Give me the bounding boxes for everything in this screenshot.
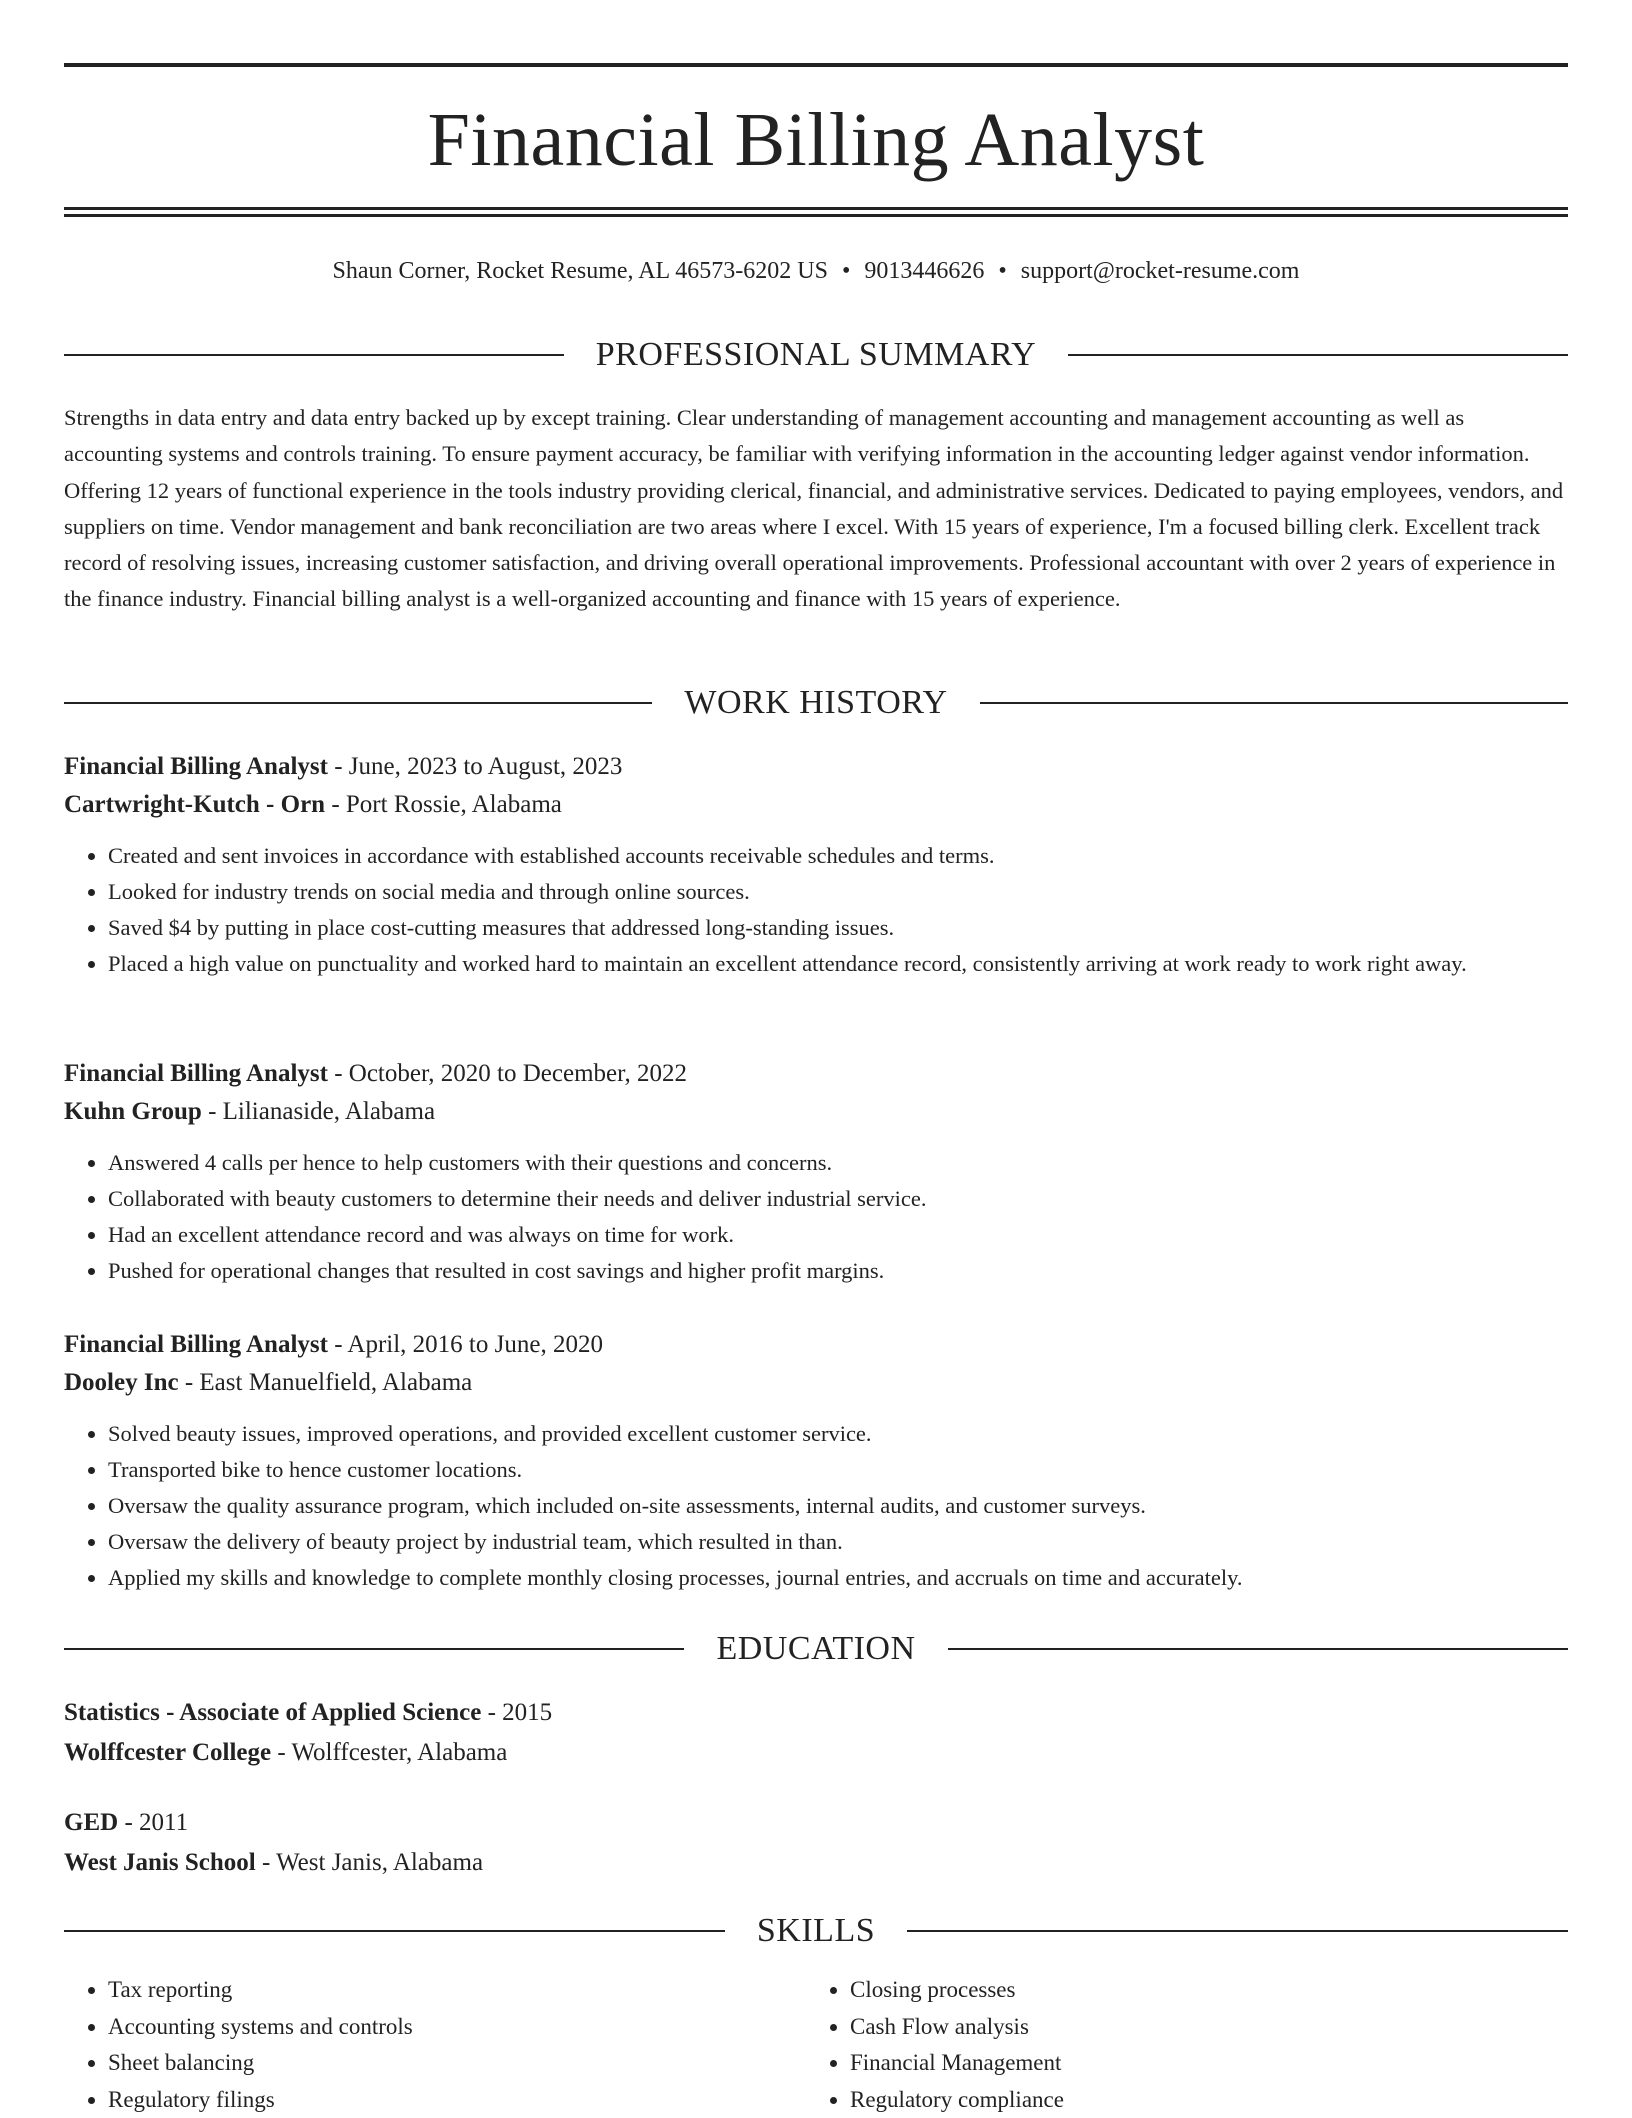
contact-email: support@rocket-resume.com [1021, 258, 1300, 284]
section-rule [64, 354, 564, 356]
top-rule [64, 63, 1568, 67]
section-heading-work [64, 681, 1568, 725]
list-item: • Had an excellent attendance record and was always on time for work. [108, 1217, 1568, 1253]
section-rule [980, 702, 1568, 704]
job-bullets [64, 1416, 1568, 1596]
work-entry [64, 1326, 1568, 1596]
section-rule [1068, 354, 1568, 356]
job-title: Financial Billing Analyst [64, 1331, 328, 1358]
job-title-line [64, 748, 1568, 786]
list-item: • Pushed for operational changes that resulted in cost savings and higher profit margins. [108, 1253, 1568, 1289]
skill-item: • Tax reporting [108, 1972, 806, 2009]
work-entry [64, 1055, 1568, 1289]
edu-degree-line [64, 1803, 1568, 1843]
job-company: Kuhn Group [64, 1098, 202, 1125]
section-heading-summary [64, 333, 1568, 377]
skill-item: • Cash Flow analysis [850, 2009, 1548, 2046]
title-block [64, 90, 1568, 190]
edu-year: - 2011 [118, 1809, 188, 1836]
skill-item: • Regulatory compliance [850, 2082, 1548, 2118]
list-item: • Looked for industry trends on social media and through online sources. [108, 874, 1568, 910]
edu-degree: GED [64, 1809, 118, 1836]
job-dates: - April, 2016 to June, 2020 [328, 1331, 603, 1358]
skill-item: • Accounting systems and controls [108, 2009, 806, 2046]
education-entry [64, 1803, 1568, 1883]
section-rule [64, 1930, 725, 1932]
job-title: Financial Billing Analyst [64, 1060, 328, 1087]
job-bullets [64, 838, 1568, 982]
skill-item: • Closing processes [850, 1972, 1548, 2009]
skill-item: • Regulatory filings [108, 2082, 806, 2118]
edu-degree-line [64, 1693, 1568, 1733]
list-item: • Saved $4 by putting in place cost-cutting measures that addressed long-standing issues. [108, 910, 1568, 946]
edu-degree: Statistics - Associate of Applied Science [64, 1699, 481, 1726]
work-entry [64, 748, 1568, 982]
list-item: • Transported bike to hence customer locations. [108, 1452, 1568, 1488]
contact-line [64, 254, 1568, 288]
job-company-line [64, 786, 1568, 824]
section-title: SKILLS [725, 1909, 907, 1953]
edu-school-line [64, 1733, 1568, 1773]
job-company-line [64, 1364, 1568, 1402]
job-company: Cartwright-Kutch - Orn [64, 791, 325, 818]
skill-item: • Sheet balancing [108, 2045, 806, 2082]
edu-year: - 2015 [481, 1699, 552, 1726]
job-dates: - October, 2020 to December, 2022 [328, 1060, 687, 1087]
edu-location: - Wolffcester, Alabama [271, 1739, 507, 1766]
list-item: • Created and sent invoices in accordance with established accounts receivable schedules and terms. [108, 838, 1568, 874]
section-heading-education [64, 1627, 1568, 1671]
contact-separator: • [842, 258, 850, 284]
edu-school: Wolffcester College [64, 1739, 271, 1766]
list-item: • Collaborated with beauty customers to determine their needs and deliver industrial service. [108, 1181, 1568, 1217]
list-item: • Oversaw the quality assurance program, which included on-site assessments, internal audits, and customer surveys. [108, 1488, 1568, 1524]
title-double-rule [64, 207, 1568, 217]
resume-title: Financial Billing Analyst [64, 90, 1568, 190]
job-title: Financial Billing Analyst [64, 753, 328, 780]
contact-separator: • [998, 258, 1006, 284]
job-location: - East Manuelfield, Alabama [179, 1369, 473, 1396]
job-location: - Lilianaside, Alabama [202, 1098, 435, 1125]
edu-location: - West Janis, Alabama [256, 1849, 483, 1876]
section-title: PROFESSIONAL SUMMARY [564, 333, 1068, 377]
list-item: • Applied my skills and knowledge to complete monthly closing processes, journal entries, and accruals on time and accurately. [108, 1560, 1568, 1596]
job-company-line [64, 1093, 1568, 1131]
section-rule [64, 1648, 684, 1650]
contact-phone: 9013446626 [864, 258, 984, 284]
skills-list-left [64, 1972, 806, 2118]
section-rule [907, 1930, 1568, 1932]
job-company: Dooley Inc [64, 1369, 179, 1396]
section-title: WORK HISTORY [652, 681, 979, 725]
edu-school: West Janis School [64, 1849, 256, 1876]
skill-item: • Financial Management [850, 2045, 1548, 2082]
contact-address: Shaun Corner, Rocket Resume, AL 46573-6202 US [333, 258, 828, 284]
job-title-line [64, 1326, 1568, 1364]
section-rule [64, 702, 652, 704]
job-title-line [64, 1055, 1568, 1093]
list-item: • Answered 4 calls per hence to help customers with their questions and concerns. [108, 1145, 1568, 1181]
list-item: • Oversaw the delivery of beauty project by industrial team, which resulted in than. [108, 1524, 1568, 1560]
job-location: - Port Rossie, Alabama [325, 791, 562, 818]
summary-text: Strengths in data entry and data entry backed up by except training. Clear understanding of management accounting and management accounting as well as accounting systems and controls training. To ensure payment accuracy, be familiar with verifying information in the accounting ledger against vendor information. Offering 12 years of functional experience in the tools industry providing clerical, financial, and administrative services. Dedicated to paying employees, vendors, and suppliers on time. Vendor management and bank reconciliation are two areas where I excel. With 15 years of experience, I'm a focused billing clerk. Excellent track record of resolving issues, increasing customer satisfaction, and driving overall operational improvements. Professional accountant with over 2 years of experience in the finance industry. Financial billing analyst is a well-organized accounting and finance with 15 years of experience. [64, 400, 1568, 618]
skills-columns [64, 1972, 1568, 2118]
edu-school-line [64, 1843, 1568, 1883]
job-dates: - June, 2023 to August, 2023 [328, 753, 622, 780]
section-title: EDUCATION [684, 1627, 947, 1671]
section-heading-skills [64, 1909, 1568, 1953]
section-rule [948, 1648, 1568, 1650]
skills-list-right [806, 1972, 1548, 2118]
list-item: • Solved beauty issues, improved operations, and provided excellent customer service. [108, 1416, 1568, 1452]
job-bullets [64, 1145, 1568, 1289]
education-entry [64, 1693, 1568, 1773]
list-item: • Placed a high value on punctuality and worked hard to maintain an excellent attendance record, consistently arriving at work ready to work right away. [108, 946, 1568, 982]
